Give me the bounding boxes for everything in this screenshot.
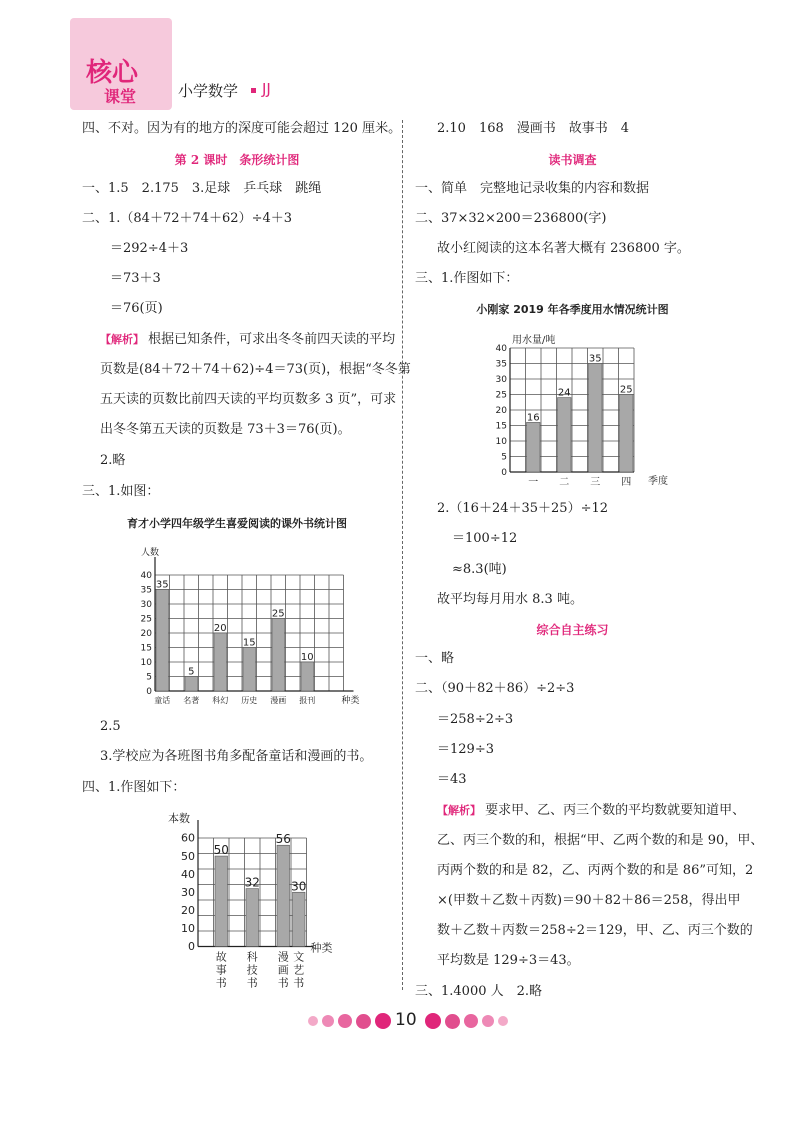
answer-line: ＝73＋3 <box>110 271 161 286</box>
bar <box>246 889 259 947</box>
y-tick-label: 30 <box>140 600 152 610</box>
y-tick-label: 50 <box>181 849 195 863</box>
answer-line: ＝129÷3 <box>437 742 494 757</box>
analysis-text: 根据已知条件，可求出冬冬前四天读的平均 <box>148 332 396 347</box>
y-axis-label: 人数 <box>141 548 160 558</box>
column-divider <box>402 120 403 990</box>
data-label: 16 <box>526 412 540 424</box>
answer-line: ＝76(页) <box>110 301 163 316</box>
analysis-tag: 【解析】 <box>100 333 144 346</box>
page-number: 10 <box>395 1010 417 1030</box>
x-axis-label: 种类 <box>341 696 360 706</box>
analysis-tag: 【解析】 <box>437 804 481 817</box>
x-tick-label: 科技书 <box>246 950 258 990</box>
y-tick-label: 40 <box>140 571 152 581</box>
data-label: 30 <box>291 879 307 894</box>
y-tick-label: 30 <box>181 885 195 899</box>
data-label: 32 <box>244 875 260 890</box>
x-tick-label: 科幻 <box>212 696 229 705</box>
y-tick-label: 25 <box>140 614 152 625</box>
y-axis-label: 本数 <box>168 812 190 825</box>
x-axis-label: 季度 <box>648 476 668 487</box>
y-tick-label: 25 <box>495 390 507 401</box>
y-tick-label: 5 <box>501 452 507 463</box>
chart-title: 育才小学四年级学生喜爱阅读的课外书统计图 <box>127 517 347 530</box>
answer-line: 四、不对。因为有的地方的深度可能会超过 120 厘米。 <box>82 121 402 136</box>
x-tick-label: 漫画 <box>270 696 287 705</box>
analysis-line <box>437 802 745 820</box>
bar <box>243 648 256 692</box>
y-tick-label: 0 <box>501 468 507 478</box>
analysis-line <box>100 331 395 349</box>
y-tick-label: 15 <box>140 643 152 654</box>
analysis-line: 平均数是 129÷3＝43。 <box>437 953 580 968</box>
data-label: 50 <box>213 843 229 858</box>
y-tick-label: 10 <box>140 658 152 668</box>
x-tick-label: 故事书 <box>215 950 227 990</box>
bar <box>277 845 290 946</box>
footer-dots-right <box>425 1013 508 1029</box>
answer-line: 二、（90＋82＋86）÷2÷3 <box>415 681 575 696</box>
x-tick-label: 报刊 <box>299 696 316 705</box>
data-label: 20 <box>213 623 227 634</box>
y-tick-label: 60 <box>181 831 195 845</box>
bar-chart-books <box>120 540 390 710</box>
answer-line: 三、1.4000 人 2.略 <box>415 984 543 999</box>
analysis-line: 五天读的页数比前四天读的平均页数多 3 页”，可求 <box>100 392 397 407</box>
answer-line: ≈8.3(吨) <box>452 562 507 577</box>
x-tick-label: 四 <box>621 477 632 488</box>
y-axis-label: 用水量/吨 <box>512 335 556 346</box>
analysis-line: 出冬冬第五天读的页数是 73＋3＝76(页)。 <box>100 422 351 437</box>
y-tick-label: 15 <box>495 421 507 432</box>
answer-line: 2.5 <box>100 719 121 734</box>
header-edition: JJ <box>262 80 271 98</box>
answer-line: 二、1.（84＋72＋74＋62）÷4＋3 <box>82 211 293 226</box>
section-title: 综合自主练习 <box>536 623 609 637</box>
section-title: 读书调查 <box>548 153 597 167</box>
analysis-line: 丙两个数的和是 82，乙、丙两个数的和是 86”可知，2 <box>437 863 754 878</box>
bar <box>293 892 306 946</box>
data-label: 10 <box>300 652 314 663</box>
y-tick-label: 10 <box>495 437 507 447</box>
data-label: 5 <box>188 666 195 678</box>
y-tick-label: 40 <box>181 867 195 881</box>
bar <box>301 662 314 691</box>
answer-line: 一、略 <box>415 651 455 666</box>
y-tick-label: 40 <box>495 344 507 354</box>
answer-line: 故平均每月用水 8.3 吨。 <box>437 592 583 607</box>
answer-line: 三、1.作图如下： <box>415 271 519 286</box>
footer-dots-left <box>308 1013 391 1029</box>
answer-line: 四、1.作图如下： <box>82 780 186 795</box>
data-label: 25 <box>619 384 633 396</box>
bar <box>214 633 227 691</box>
y-tick-label: 0 <box>146 687 152 697</box>
y-tick-label: 20 <box>140 629 152 639</box>
x-tick-label: 文艺书 <box>293 950 305 990</box>
y-tick-label: 10 <box>181 922 195 936</box>
data-label: 15 <box>242 637 256 649</box>
bar <box>185 677 198 692</box>
analysis-text: 要求甲、乙、丙三个数的平均数就要知道甲、 <box>485 803 746 818</box>
bar-chart-book-counts <box>160 808 350 998</box>
x-tick-label: 名著 <box>183 696 200 705</box>
x-tick-label: 三 <box>590 477 601 488</box>
answer-line: 一、1.5 2.175 3.足球 乒乓球 跳绳 <box>82 181 322 196</box>
y-tick-label: 5 <box>146 672 152 683</box>
answer-line: ＝258÷2÷3 <box>437 712 514 727</box>
y-tick-label: 30 <box>495 375 507 385</box>
data-label: 35 <box>588 353 602 365</box>
bar <box>589 364 603 473</box>
answer-line: 故小红阅读的这本名著大概有 236800 字。 <box>437 241 690 256</box>
bar-chart-water <box>475 330 695 490</box>
x-tick-label: 漫画书 <box>277 950 289 990</box>
bar <box>215 856 228 946</box>
x-axis-label: 种类 <box>310 941 333 955</box>
answer-line: 2.（16＋24＋35＋25）÷12 <box>437 501 609 516</box>
x-tick-label: 童话 <box>154 696 171 705</box>
y-tick-label: 35 <box>495 359 507 370</box>
x-tick-label: 历史 <box>241 696 258 705</box>
answer-line: 二、37×32×200＝236800(字) <box>415 211 607 226</box>
answer-line: ＝100÷12 <box>452 531 518 546</box>
logo-text-main: 核心 <box>86 58 139 88</box>
analysis-line: 数＋乙数＋丙数＝258÷2＝129，甲、乙、丙三个数的 <box>437 923 753 938</box>
bar <box>558 398 572 472</box>
answer-line: 2.略 <box>100 453 126 468</box>
header-subject: 小学数学 <box>178 82 239 100</box>
x-tick-label: 二 <box>559 477 570 488</box>
y-tick-label: 20 <box>495 406 507 416</box>
data-label: 24 <box>557 387 571 399</box>
data-label: 56 <box>275 832 291 847</box>
chart-title: 小刚家 2019 年各季度用水情况统计图 <box>476 303 669 316</box>
answer-line: 3.学校应为各班图书角多配备童话和漫画的书。 <box>100 749 373 764</box>
y-tick-label: 35 <box>140 585 152 596</box>
analysis-line: 页数是(84＋72＋74＋62)÷4＝73(页)，根据“冬冬第 <box>100 362 411 377</box>
bar <box>156 590 169 692</box>
answer-line: 三、1.如图： <box>82 484 160 499</box>
data-label: 35 <box>155 579 169 591</box>
y-tick-label: 0 <box>188 940 195 954</box>
answer-line: ＝43 <box>437 772 467 787</box>
section-title: 第 2 课时 条形统计图 <box>174 153 300 167</box>
analysis-line: 乙、丙三个数的和，根据“甲、乙两个数的和是 90，甲、 <box>437 833 764 848</box>
x-tick-label: 一 <box>528 477 539 488</box>
bar <box>620 395 634 473</box>
logo-text-sub: 课堂 <box>104 87 137 106</box>
bar <box>527 422 541 472</box>
answer-line: ＝292÷4＋3 <box>110 241 189 256</box>
header-separator <box>251 88 256 93</box>
answer-line: 2.10 168 漫画书 故事书 4 <box>437 121 630 136</box>
answer-line: 一、简单 完整地记录收集的内容和数据 <box>415 181 650 196</box>
bar <box>272 619 285 692</box>
data-label: 25 <box>271 608 285 620</box>
y-tick-label: 20 <box>181 904 195 917</box>
analysis-line: ×(甲数＋乙数＋丙数)＝90＋82＋86＝258，得出甲 <box>437 893 741 908</box>
